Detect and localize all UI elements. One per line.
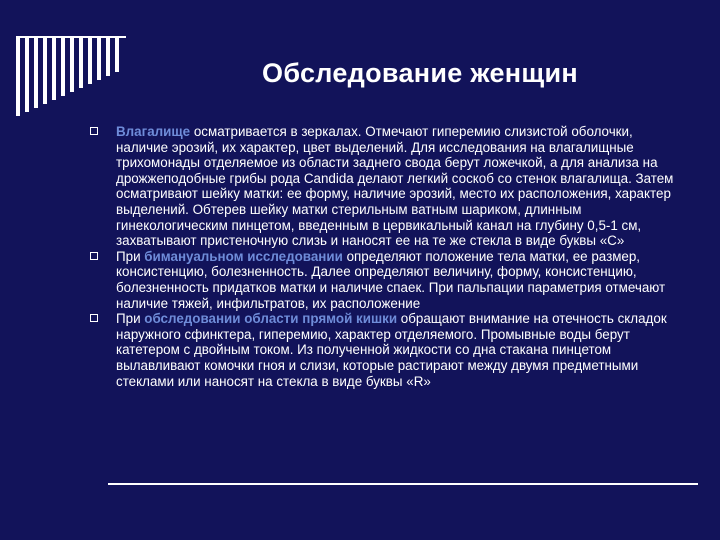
highlight-term: обследовании области прямой кишки (144, 311, 398, 327)
bullet-item-rectal: При обследовании области прямой кишки обращают внимание на отечность складок наружного сфинктера, гиперемию, характер отделяемого. Промывные воды берут катетером с двойным током. Из полученной жидкости со дна стакана пинцетом вылавливают комочки гноя и слизи, которые растирают между двумя предметными стеклами или наносят на стекла в виде буквы «R» (90, 311, 680, 389)
square-bullet-icon (90, 127, 98, 135)
bullet-list (90, 124, 680, 389)
highlight-term: Влагалище (116, 124, 191, 139)
square-bullet-icon (90, 252, 98, 260)
highlight-term: бимануальном исследовании (144, 248, 343, 264)
slide-title: Обследование женщин (262, 58, 578, 88)
bullet-item-bimanual: При бимануальном исследовании определяют положение тела матки, ее размер, консистенцию, болезненность. Далее определяют величину, форму, консистенцию, болезненность придатков матки и наличие спаек. При пальпации параметрия отмечают наличие тяжей, инфильтратов, их расположение (90, 249, 680, 311)
bullet-item-vagina: Влагалище осматривается в зеркалах. Отмечают гиперемию слизистой оболочки, наличие эрозий, их характер, цвет выделений. Для исследования на влагалищные трихомонады отделяемое из области заднего свода берут ложечкой, а для анализа на дрожжеподобные грибы рода Candida делают легкий соскоб со стенок влагалища. Затем осматривают шейку матки: ее форму, наличие эрозий, место их расположения, характер выделений. Обтерев шейку матки стерильным ватным шариком, длинным гинекологическим пинцетом, введенным в цервикальный канал на глубину 0,5-1 см, захватывают пристеночную слизь и наносят ее на те же стекла в виде буквы «С» (90, 124, 680, 249)
square-bullet-icon (90, 314, 98, 322)
decorative-bars (16, 36, 126, 116)
decorative-bottom-line (108, 483, 698, 485)
